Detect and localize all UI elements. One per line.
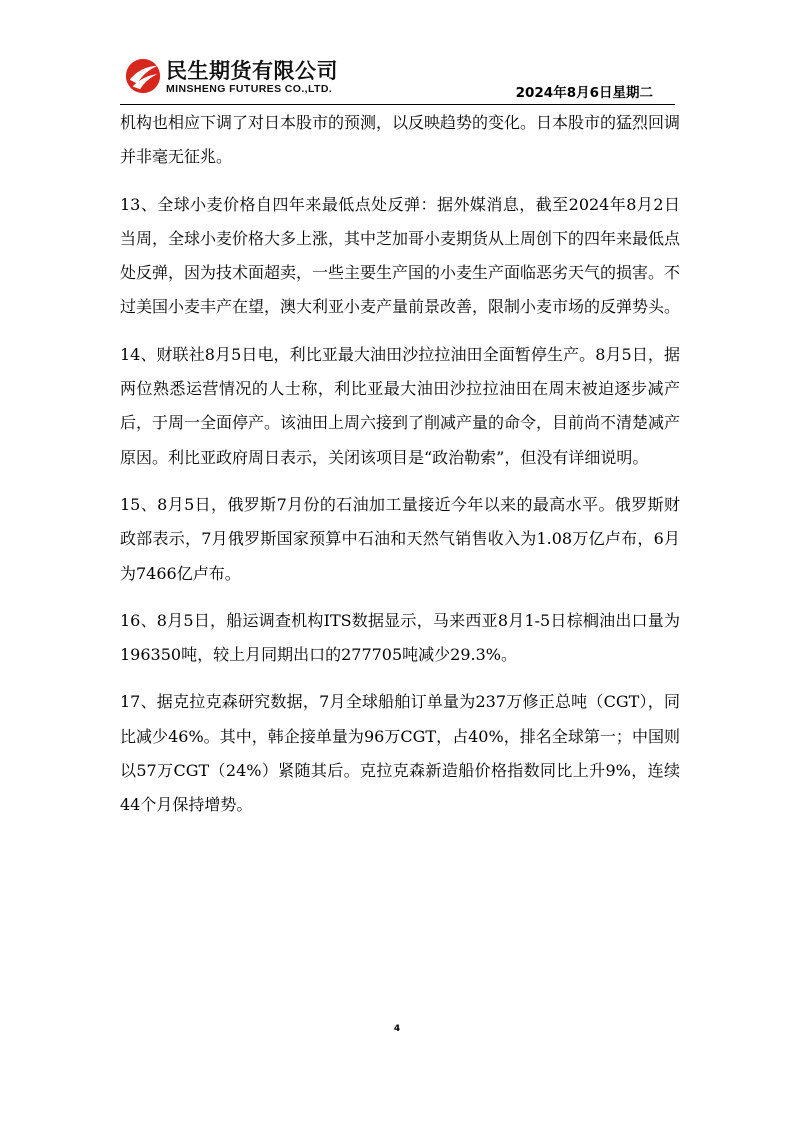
report-date: 2024年8月6日星期二 xyxy=(515,85,653,101)
paragraph-13-wheat: 13、全球小麦价格自四年来最低点处反弹：据外媒消息，截至2024年8月2日当周，全球小麦价格大多上涨，其中芝加哥小麦期货从上周创下的四年来最低点处反弹，因为技术面超卖，一些主要生产国的小麦生产面临恶劣天气的损害。不过美国小麦丰产在望，澳大利亚小麦产量前景改善，限制小麦市场的反弹势头。 xyxy=(120,194,681,317)
minsheng-logo-icon xyxy=(124,57,162,95)
paragraph-17-shipbuilding: 17、据克拉克森研究数据，7月全球船舶订单量为237万修正总吨（CGT），同比减少46%。其中，韩企接单量为96万CGT，占40%，排名全球第一；中国则以57万CGT（24%）紧随其后。克拉克森新造船价格指数同比上升9%，连续44个月保持增势。 xyxy=(120,692,680,815)
paragraph-15-russia-oil: 15、8月5日，俄罗斯7月份的石油加工量接近今年以来的最高水平。俄罗斯财政部表示，7月俄罗斯国家预算中石油和天然气销售收入为1.08万亿卢布，6月为7466亿卢布。 xyxy=(120,494,680,583)
page-header xyxy=(120,52,675,105)
company-name-en: MINSHENG FUTURES CO.,LTD. xyxy=(166,83,333,95)
company-name-cn: 民生期货有限公司 xyxy=(166,59,338,83)
paragraph-14-libya-oilfield: 14、财联社8月5日电，利比亚最大油田沙拉拉油田全面暂停生产。8月5日，据两位熟悉运营情况的人士称，利比亚最大油田沙拉拉油田在周末被迫逐步减产后，于周一全面停产。该油田上周六接到了削减产量的命令，目前尚不清楚减产原因。利比亚政府周日表示，关闭该项目是“政治勒索”，但没有详细说明。 xyxy=(120,344,681,467)
paragraph-16-palm-oil: 16、8月5日，船运调查机构ITS数据显示，马来西亚8月1-5日棕榈油出口量为196350吨，较上月同期出口的277705吨减少29.3%。 xyxy=(120,610,680,665)
document-body xyxy=(120,106,680,836)
paragraph-continuation: 机构也相应下调了对日本股市的预测，以反映趋势的变化。日本股市的猛烈回调并非毫无征兆。 xyxy=(120,113,681,167)
company-logo xyxy=(120,55,380,99)
page-number: 4 xyxy=(393,1024,401,1034)
